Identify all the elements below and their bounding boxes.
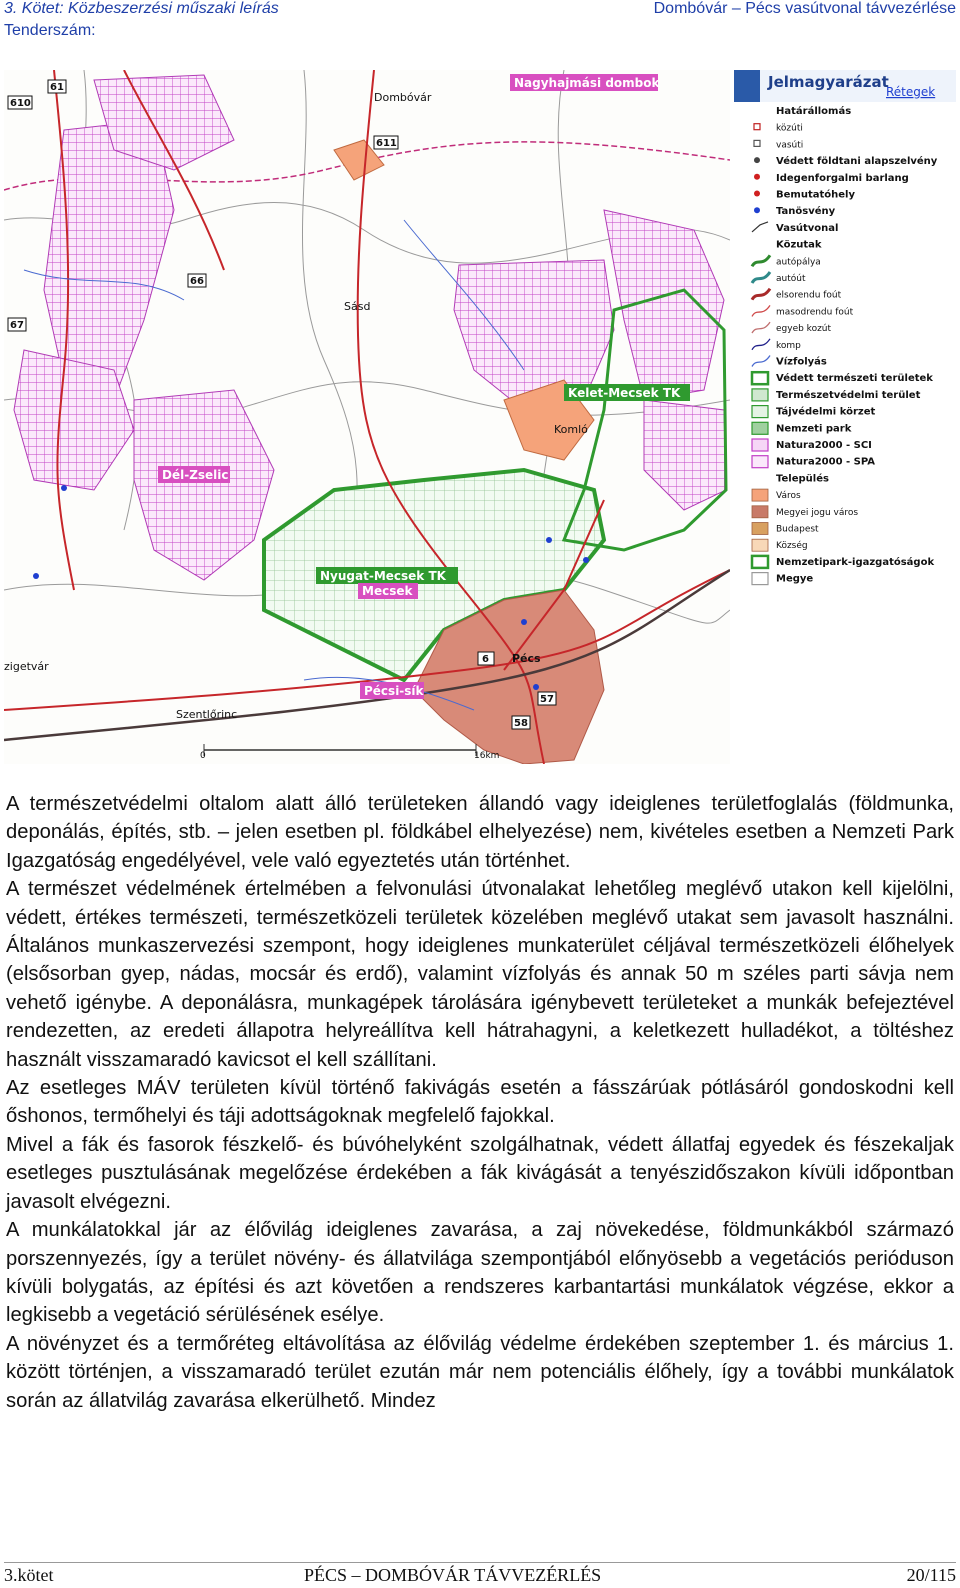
legend-item-label: Védett természeti területek — [776, 373, 933, 385]
legend-item — [754, 189, 855, 201]
map-label-dombovar: Dombóvár — [374, 91, 432, 104]
map-label-mecsek: Mecsek — [362, 584, 413, 598]
legend-item-label: egyeb kozút — [776, 324, 832, 335]
legend-symbol-icon — [752, 339, 770, 350]
legend-symbol-icon — [754, 191, 760, 197]
legend-item-label: Vízfolyás — [776, 356, 827, 368]
legend-item — [752, 389, 921, 401]
legend-symbol-icon — [752, 389, 768, 401]
legend-item — [752, 523, 819, 535]
legend-item-label: Védett földtani alapszelvény — [776, 156, 938, 168]
legend-item — [752, 372, 933, 384]
legend-symbol-icon — [752, 272, 770, 283]
legend-item-label: Tájvédelmi körzet — [776, 406, 876, 418]
legend-symbol-icon — [752, 506, 768, 518]
legend-item-label: komp — [776, 340, 801, 351]
legend-symbol-icon — [752, 523, 768, 535]
legend-item-label: közúti — [776, 123, 803, 134]
map-label-kelet-mecsek: Kelet-Mecsek TK — [568, 386, 681, 400]
footer-page-number: 20/115 — [906, 1565, 956, 1585]
paragraph: A munkálatokkal jár az élővilág ideiglenes zavarása, a zaj növekedése, földmunkákból származó porszennyezés, így a terület növény- és állatvilága szempontjából előnyösebb a vegetációs perióduson kívüli bolygatás, az építési és azt követően a rendszeres karbantartási munkálatok végzése, ekkor a legkisebb a vegetáció sérülésének esélye. — [6, 1219, 954, 1327]
map-label-szigetvar: zigetvár — [4, 660, 49, 673]
legend-symbol-icon — [752, 222, 768, 232]
map-label-del-zselic: Dél-Zselic — [162, 468, 229, 482]
legend-item — [752, 539, 808, 551]
legend-title: Jelmagyarázat — [768, 73, 889, 91]
legend-symbol-icon — [752, 255, 770, 266]
map-label-pecsi-sik: Pécsi-sík — [364, 684, 424, 698]
legend-item — [752, 506, 858, 518]
legend-item — [752, 222, 838, 234]
legend-item-label: Község — [776, 541, 808, 552]
legend-item-label: masodrendu foút — [776, 307, 854, 318]
legend-symbol-icon — [754, 140, 760, 146]
map-label-sasd: Sásd — [344, 300, 371, 313]
legend-item — [754, 205, 836, 217]
legend-item — [752, 406, 875, 418]
legend-symbol-icon — [752, 356, 770, 367]
map-canvas — [4, 70, 730, 764]
legend-item — [752, 289, 842, 301]
road-shield-611: 611 — [376, 138, 397, 149]
legend-symbol-icon — [752, 322, 770, 333]
legend-logo-icon — [734, 70, 760, 102]
legend-item — [776, 240, 822, 251]
legend-symbol-icon — [754, 174, 760, 180]
map-label-pecs: Pécs — [512, 652, 541, 665]
legend-item-label: Natura2000 - SCI — [776, 440, 872, 451]
legend-item-label: Megyei jogu város — [776, 507, 859, 518]
road-shield-66: 66 — [190, 276, 204, 287]
legend-item — [752, 272, 806, 284]
header-volume-title: 3. Kötet: Közbeszerzési műszaki leírás — [4, 0, 279, 17]
legend-item — [776, 472, 829, 484]
road-shield-58: 58 — [514, 718, 528, 729]
legend-item-label: Megye — [776, 573, 814, 585]
legend-canvas — [734, 70, 956, 590]
legend-item — [754, 155, 938, 167]
page-footer — [4, 1562, 956, 1587]
footer-project: PÉCS – DOMBÓVÁR TÁVVEZÉRLÉS — [304, 1565, 602, 1585]
legend-item — [776, 105, 851, 117]
map-label-nagyhajmasi: Nagyhajmási dombok — [514, 76, 660, 90]
legend-item — [752, 305, 854, 317]
legend-symbol-icon — [752, 573, 768, 585]
legend-item — [752, 456, 875, 468]
legend-item-label: vasúti — [776, 140, 804, 151]
road-shield-610: 610 — [10, 98, 31, 109]
legend-symbol-icon — [752, 406, 768, 418]
header-tender-number: Tenderszám: — [4, 22, 96, 39]
footer-volume: 3.kötet — [4, 1565, 54, 1585]
road-shield-67: 67 — [10, 320, 24, 331]
legend-symbol-icon — [752, 289, 770, 300]
legend-item-label: Natura2000 - SPA — [776, 456, 875, 468]
legend-item-label: Idegenforgalmi barlang — [776, 172, 909, 184]
legend-item-label: Város — [776, 491, 801, 502]
legend-symbol-icon — [754, 157, 760, 163]
legend-item — [754, 124, 803, 134]
scale-end: 16km — [474, 751, 500, 761]
legend-item-label: autópálya — [776, 257, 821, 268]
legend-symbol-icon — [752, 556, 768, 568]
legend-symbol-icon — [752, 305, 770, 316]
legend-item-label: autóút — [776, 274, 806, 284]
legend-item-label: Bemutatóhely — [776, 189, 855, 201]
legend-item — [752, 439, 872, 451]
legend-item-label: elsorendu foút — [776, 290, 842, 301]
scale-start: 0 — [200, 751, 206, 761]
legend-item — [752, 556, 934, 568]
legend-item-label: Nemzetipark-igazgatóságok — [776, 556, 935, 568]
legend-item-label: Vasútvonal — [776, 222, 839, 234]
legend-item-label: Természetvédelmi terület — [776, 389, 921, 401]
legend-item-label: Budapest — [776, 524, 819, 535]
legend-item — [754, 140, 803, 150]
legend-symbol-icon — [754, 207, 760, 213]
header-project-title: Dombóvár – Pécs vasútvonal távvezérlése — [653, 0, 956, 17]
road-shield-57: 57 — [540, 694, 554, 705]
legend-item-label: Település — [776, 473, 829, 485]
map-label-szentlorinc: Szentlőrinc — [176, 708, 238, 721]
road-shield-6: 6 — [482, 654, 489, 665]
map-label-komlo: Komló — [554, 423, 588, 436]
legend-symbol-icon — [752, 539, 768, 551]
road-shield-61: 61 — [50, 82, 64, 93]
paragraph: A természetvédelmi oltalom alatt álló területeken állandó vagy ideiglenes területfoglalás (földmunka, deponálás, építés, stb. – jelen esetben pl. földkábel elhelyezése) nem, kivételes esetben a Nemzeti Park Igazgatóság engedélyével, vele való egyeztetés után történhet. — [6, 793, 954, 872]
legend-item — [752, 255, 821, 267]
legend-symbol-icon — [752, 439, 768, 451]
legend-item — [752, 489, 801, 501]
map-legend — [734, 70, 956, 590]
legend-item — [752, 422, 852, 434]
paragraph: Az esetleges MÁV területen kívül történő fakivágás esetén a fásszárúak pótlásáról gondoskodni kell őshonos, termőhelyi és táji adottságoknak megfelelő fajokkal. — [6, 1077, 954, 1128]
legend-item-label: Közutak — [776, 239, 822, 251]
legend-item — [754, 173, 909, 184]
legend-item — [752, 339, 801, 351]
legend-item — [752, 573, 813, 585]
legend-symbol-icon — [752, 489, 768, 501]
legend-item-label: Nemzeti park — [776, 423, 852, 435]
document-body — [6, 790, 954, 1415]
paragraph: A természet védelmének értelmében a felvonulási útvonalakat lehetőleg meglévő utakon kell kijelölni, védett, értékes természeti, természetközeli területek közelében meglévő utakat sem javasolt használni. Általános munkaszervezési szempont, hogy ideiglenes munkaterület céljával természetközeli élőhelyek (elsősorban gyep, nádas, mocsár és erdő), valamint vízfolyás és annak 50 m széles parti sávja nem vehető igénybe. A deponálásra, munkagépek tárolására igénybevett területeket a munkák befejeztével rendezetten, az eredeti állapotra helyreállítva kell hátrahagyni, a keletkezett hulladékot, a töltéshez használt visszamaradó kavicsot el kell szállítani. — [6, 878, 954, 1071]
legend-item — [752, 356, 827, 368]
legend-symbol-icon — [752, 372, 768, 384]
legend-symbol-icon — [752, 422, 768, 434]
legend-item — [752, 322, 832, 334]
legend-item-label: Tanösvény — [776, 206, 836, 218]
protected-areas-map — [4, 70, 730, 764]
legend-symbol-icon — [752, 456, 768, 468]
legend-item-label: Határállomás — [776, 106, 852, 117]
legend-symbol-icon — [754, 124, 760, 130]
paragraph: A növényzet és a termőréteg eltávolítása az élővilág védelme érdekében szeptember 1. és március 1. között történjen, a visszamaradó terület ezután már nem potenciális élőhely, így a további munkálatok során az állatvilág zavarása elkerülhető. Mindez — [6, 1332, 954, 1412]
map-label-nyugat-mecsek: Nyugat-Mecsek TK — [320, 569, 446, 583]
paragraph: Mivel a fák és fasorok fészkelő- és búvóhelyként szolgálhatnak, védett állatfaj egyedek és fészekaljak esetleges pusztulásának megelőzése érdekében a fák kivágását a tenyészidőszakon kívüli időpontban javasolt elvégezni. — [6, 1133, 954, 1213]
legend-layers-tab[interactable]: Rétegek — [886, 85, 936, 99]
